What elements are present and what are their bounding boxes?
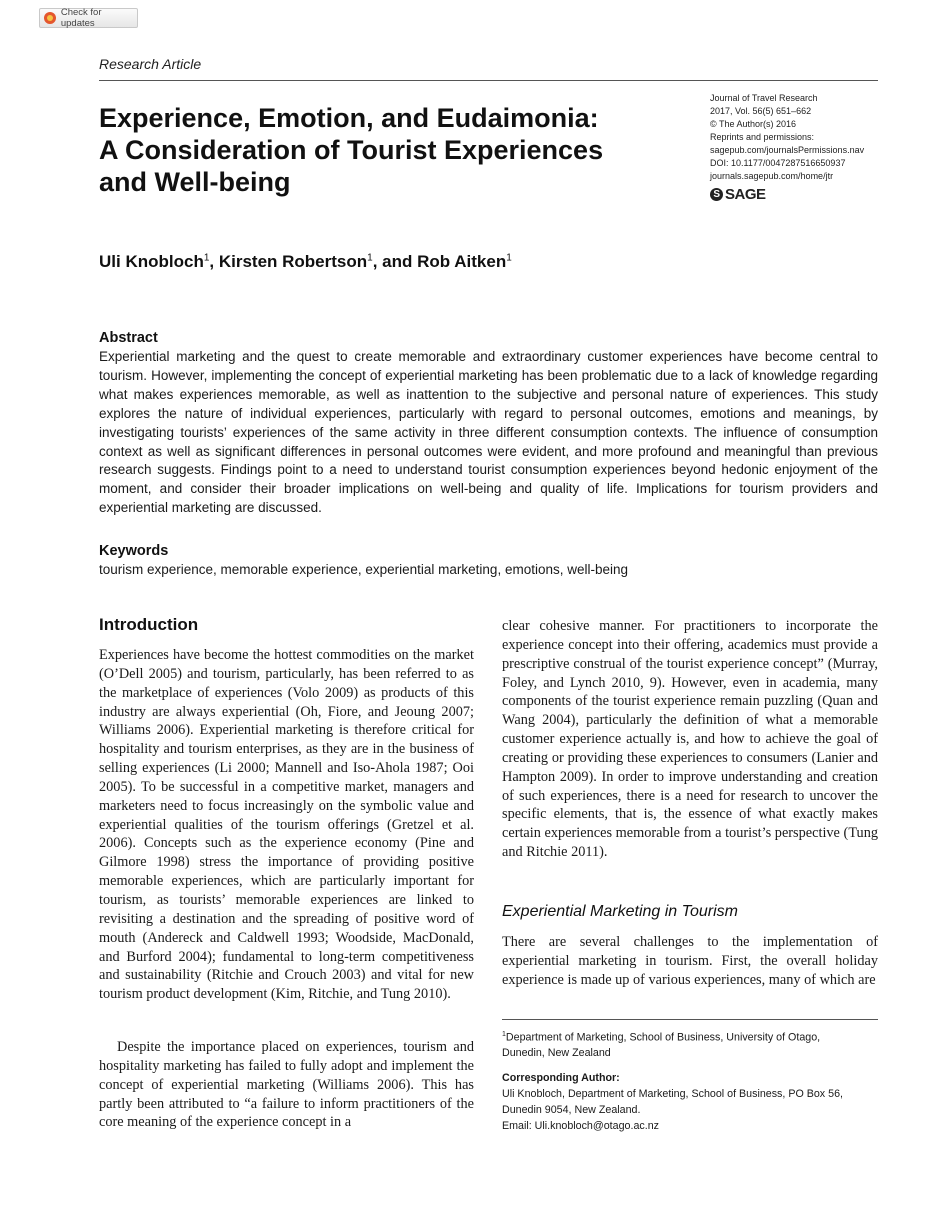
- author-name: Rob Aitken: [417, 252, 507, 271]
- keywords-text: tourism experience, memorable experience, experiential marketing, emotions, well-being: [99, 562, 629, 577]
- body-paragraph: clear cohesive manner. For practitioners to incorporate the experience concept into their offering, academics must provide a prescriptive construal of the tourist experience concept” (Murray, Foley, and Lynch 2010, 9). However, even in academia, many components of the tourist experience remain puzzling (Quan and Wang 2004), particularly the definition of what a memorable customer experience actually is, and how to achieve the goal of creating or providing these experiences to consumers (Lanier and Hampton 2009). In order to improve understanding and creation of such experiences, there is a need for research to uncover the specific elements, that is, the essence of what exactly makes certain experiences memorable from a tourist’s perspective (Tung and Ritchie 2011).: [502, 618, 878, 861]
- introduction-heading: Introduction: [99, 615, 199, 634]
- author-name: Uli Knobloch: [99, 252, 204, 271]
- corresponding-author-heading: Corresponding Author:: [502, 1072, 620, 1085]
- footnotes: [502, 1027, 878, 1134]
- reprints-link[interactable]: sagepub.com/journalsPermissions.nav: [710, 145, 865, 155]
- article-title: [99, 102, 659, 198]
- title-line: and Well-being: [99, 167, 291, 197]
- doi[interactable]: DOI: 10.1177/0047287516650937: [710, 158, 846, 168]
- corresponding-author-line: Uli Knobloch, Department of Marketing, School of Business, PO Box 56,: [502, 1087, 843, 1100]
- author-separator: , and: [372, 252, 418, 271]
- affiliation-mark: 1: [506, 252, 512, 264]
- keywords-heading: Keywords: [99, 543, 169, 559]
- body-paragraph: There are several challenges to the implementation of experiential marketing in tourism. First, the overall holiday experience is made up of various experiences, many of which are: [502, 934, 878, 988]
- author-list: [99, 252, 512, 272]
- affiliation-line: Dunedin, New Zealand: [502, 1047, 611, 1060]
- author-name: Kirsten Robertson: [218, 252, 368, 271]
- header-divider: [99, 80, 878, 81]
- affiliation-line: Department of Marketing, School of Business, University of Otago,: [505, 1031, 821, 1044]
- copyright: © The Author(s) 2016: [710, 119, 797, 129]
- affiliation-mark: 1: [203, 252, 210, 264]
- journal-link[interactable]: journals.sagepub.com/home/jtr: [710, 171, 834, 181]
- abstract-text: Experiential marketing and the quest to create memorable and extraordinary customer experiences have become central to tourism. However, implementing the concept of experiential marketing has been problematic due to a lack of knowledge regarding what makes experiences memorable, as well as inattention to the subjective and personal nature of experiences. This study explores the nature of individual experiences, particularly with regard to personal outcomes, emotions and meanings, by investigating tourists’ experiences of the same activity in three different consumption contexts. The influence of consumption context as well as significant differences in personal outcomes were evident, and more profound and meaningful than previous research suggests. Findings point to a need to understand tourist consumption experiences beyond hedonic enjoyment of the moment, and consider their broader implications on well-being and quality of life. Implications for tourism providers and experiential marketing are discussed.: [99, 349, 878, 516]
- body-paragraph: Experiences have become the hottest commodities on the market (O’Dell 2005) and tourism, particularly, has been referred to as the marketplace of experiences (Volo 2009) as products of this industry are always experiential (Oh, Fiore, and Jeoung 2007; Williams 2006). Experiential marketing is therefore critical for hospitality and tourism enterprises, as they are in the business of selling experiences (Li 2000; Mannell and Iso-Ahola 1987; Ooi 2005). To be successful in a competitive market, managers and marketers need to focus increasingly on the symbolic value and experiential qualities of the tourism offerings (Gretzel et al. 2006). Concepts such as the experience economy (Pine and Gilmore 1998) stress the importance of providing positive memorable experiences, which are particularly important for tourism, as tourists’ memorable experiences are linked to revisiting a destination and the spreading of positive word of mouth (Andereck and Caldwell 1993; Woodside, MacDonald, and Burford 2004); fundamental to long-term competitiveness and sustainability (Ritchie and Crouch 2003) and vital for new tourism product development (Kim, Ritchie, and Tung 2010).: [99, 647, 474, 1003]
- abstract-heading: Abstract: [99, 330, 158, 346]
- journal-volume: 2017, Vol. 56(5) 651–662: [710, 106, 812, 116]
- sage-logo-mark-icon: S: [710, 188, 723, 201]
- footnote-divider: [502, 1019, 878, 1020]
- sage-logo-text: SAGE: [725, 186, 766, 203]
- journal-info: [710, 92, 880, 183]
- subsection-heading: Experiential Marketing in Tourism: [502, 903, 738, 920]
- check-for-updates-button[interactable]: [39, 8, 138, 28]
- article-type: Research Article: [99, 56, 202, 72]
- title-line: A Consideration of Tourist Experiences: [99, 135, 604, 165]
- affiliation-mark: 1: [502, 1031, 506, 1038]
- journal-name: Journal of Travel Research: [710, 93, 818, 103]
- corresponding-author-email[interactable]: Email: Uli.knobloch@otago.ac.nz: [502, 1119, 659, 1132]
- body-paragraph: Despite the importance placed on experiences, tourism and hospitality marketing has failed to fully adopt and implement the concept of experiential marketing (Williams 2006). This has partly been attributed to “a failure to inform practitioners of the core meaning of the experience concept in a: [99, 1039, 474, 1131]
- sage-logo: [710, 186, 766, 203]
- crossmark-icon: [44, 12, 56, 24]
- affiliation-note: [502, 1027, 878, 1046]
- title-line: Experience, Emotion, and Eudaimonia:: [99, 103, 599, 133]
- author-separator: ,: [209, 252, 219, 271]
- reprints-label: Reprints and permissions:: [710, 132, 815, 142]
- affiliation-mark: 1: [367, 252, 373, 264]
- corresponding-author-line: Dunedin 9054, New Zealand.: [502, 1103, 641, 1116]
- check-for-updates-label: Check for updates: [60, 7, 102, 29]
